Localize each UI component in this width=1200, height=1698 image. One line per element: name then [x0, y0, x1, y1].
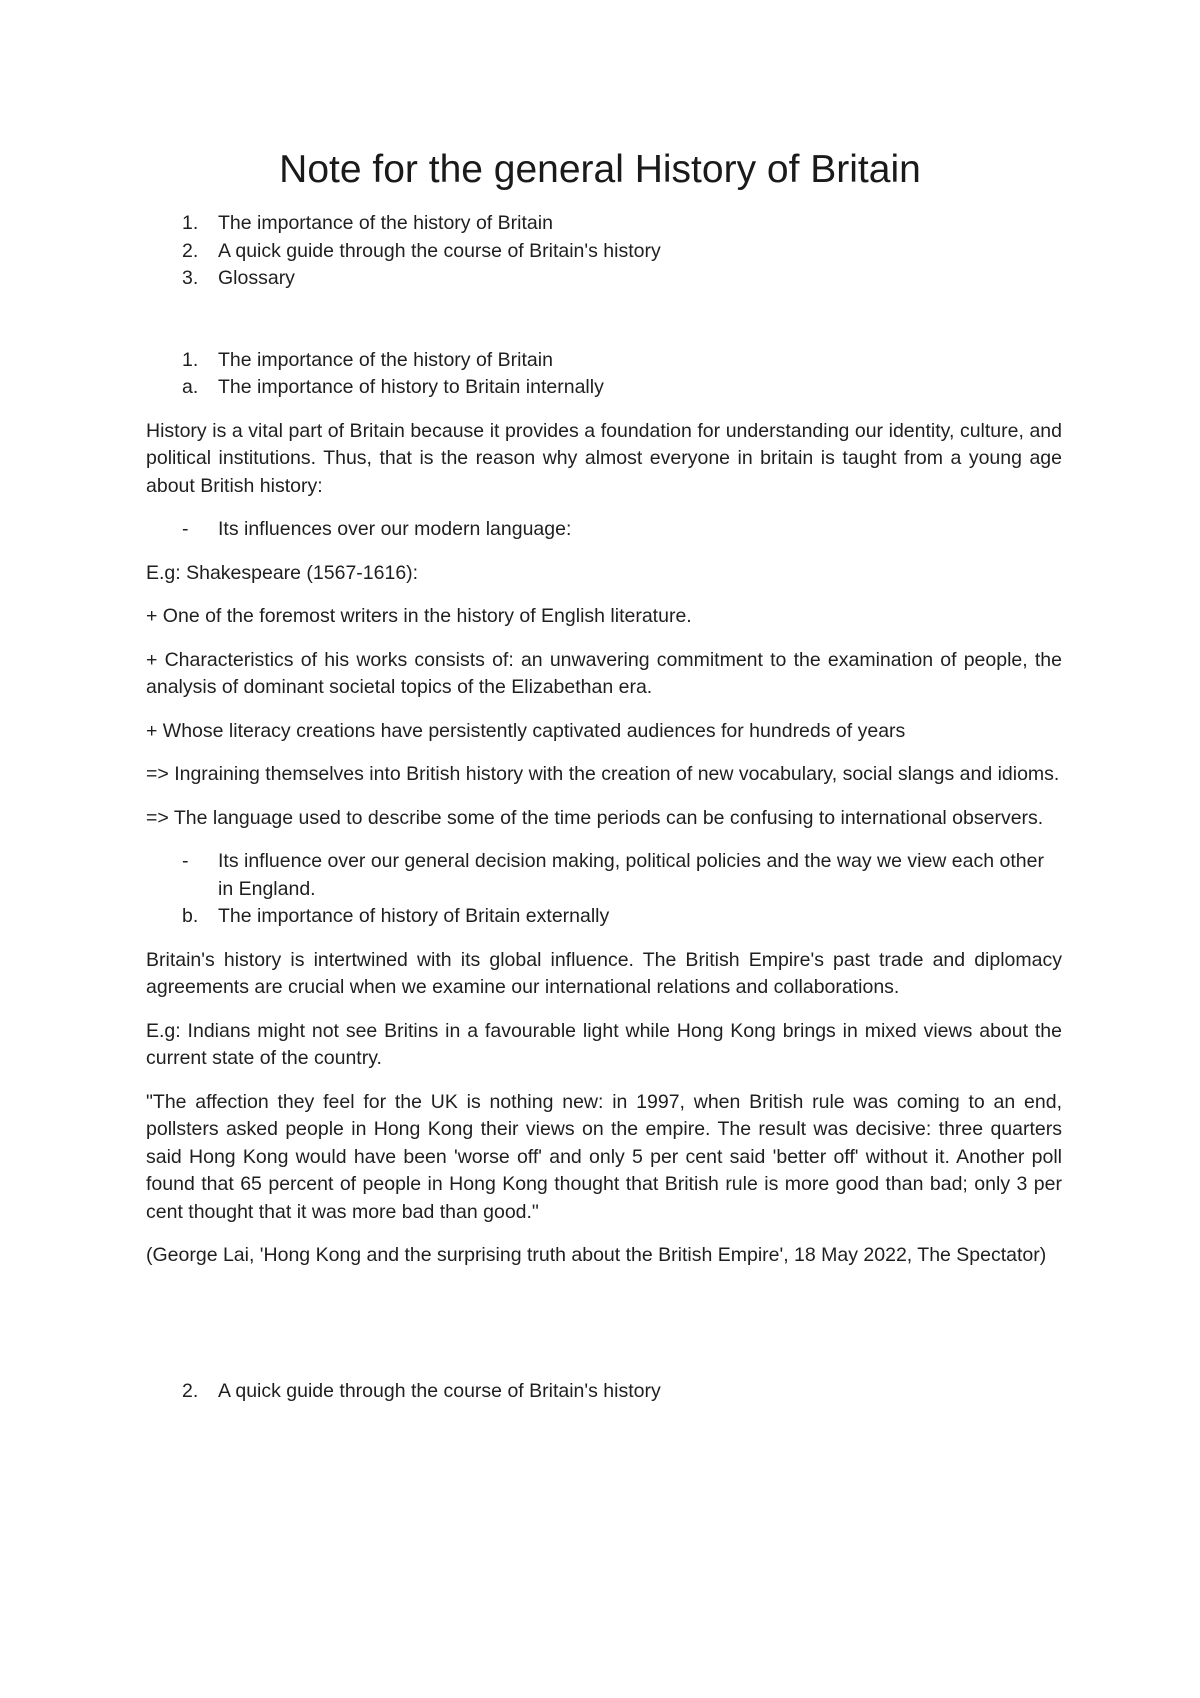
spacer	[146, 1270, 1062, 1378]
list-marker: a.	[182, 376, 199, 398]
document-body	[146, 210, 1062, 1405]
dash-item	[146, 848, 1062, 903]
dash-marker: -	[182, 850, 189, 872]
list-marker: 1.	[182, 212, 199, 234]
paragraph: + One of the foremost writers in the history of English literature.	[146, 605, 692, 627]
subsection-heading	[146, 374, 1062, 402]
toc-item-text: The importance of the history of Britain	[218, 212, 553, 234]
paragraph: E.g: Shakespeare (1567-1616):	[146, 561, 419, 584]
section-heading	[146, 1378, 1062, 1406]
toc-item	[146, 238, 1062, 266]
paragraph: E.g: Indians might not see Britins in a favourable light while Hong Kong brings in mixed views about the current state of the country.	[146, 1019, 1062, 1069]
section-heading-text: A quick guide through the course of Britain's history	[218, 1379, 661, 1402]
paragraph: => The language used to describe some of the time periods can be confusing to international observers.	[146, 806, 1044, 829]
list-marker: 1.	[182, 348, 199, 371]
subsection-heading-text: The importance of history to Britain internally	[218, 376, 604, 398]
toc-item	[146, 210, 1062, 238]
toc-item	[146, 265, 1062, 293]
toc-item-text: A quick guide through the course of Britain's history	[218, 239, 661, 262]
quote-paragraph: "The affection they feel for the UK is nothing new: in 1997, when British rule was coming to an end, pollsters asked people in Hong Kong their views on the empire. The result was decisive: three quarters said Hong Kong would have been 'worse off' and only 5 per cent said 'better off' without it. Another poll found that 65 percent of people in Hong Kong thought that British rule is more good than bad; only 3 per cent thought that it was more bad than good."	[146, 1090, 1062, 1223]
dash-marker: -	[182, 518, 189, 540]
list-marker: 2.	[182, 239, 199, 262]
dash-item-text: Its influences over our modern language:	[218, 518, 572, 540]
paragraph: + Characteristics of his works consists of: an unwavering commitment to the examination of people, the analysis of dominant societal topics of the Elizabethan era.	[146, 648, 1062, 698]
subsection-heading-text: The importance of history of Britain externally	[218, 905, 610, 927]
list-marker: 2.	[182, 1379, 199, 1402]
citation: (George Lai, 'Hong Kong and the surprising truth about the British Empire', 18 May 2022, The Spectator)	[146, 1244, 1047, 1266]
spacer	[146, 293, 1062, 347]
section-heading-text: The importance of the history of Britain	[218, 348, 553, 371]
subsection-heading	[146, 903, 1062, 931]
paragraph: History is a vital part of Britain because it provides a foundation for understanding our identity, culture, and political institutions. Thus, that is the reason why almost everyone in britain is taught from a young age about British history:	[146, 419, 1062, 497]
dash-item	[146, 516, 1062, 544]
dash-item-text: Its influence over our general decision making, political policies and the way we view each other in England.	[218, 850, 1044, 900]
paragraph: => Ingraining themselves into British history with the creation of new vocabulary, social slangs and idioms.	[146, 763, 1060, 785]
paragraph: Britain's history is intertwined with its global influence. The British Empire's past trade and diplomacy agreements are crucial when we examine our international relations and collaborations.	[146, 948, 1062, 998]
list-marker: b.	[182, 905, 199, 927]
document-title: Note for the general History of Britain	[279, 148, 921, 191]
list-marker: 3.	[182, 267, 199, 289]
toc-item-text: Glossary	[218, 267, 295, 289]
section-heading	[146, 347, 1062, 375]
paragraph: + Whose literacy creations have persistently captivated audiences for hundreds of years	[146, 719, 906, 742]
toc-list	[146, 210, 1062, 293]
